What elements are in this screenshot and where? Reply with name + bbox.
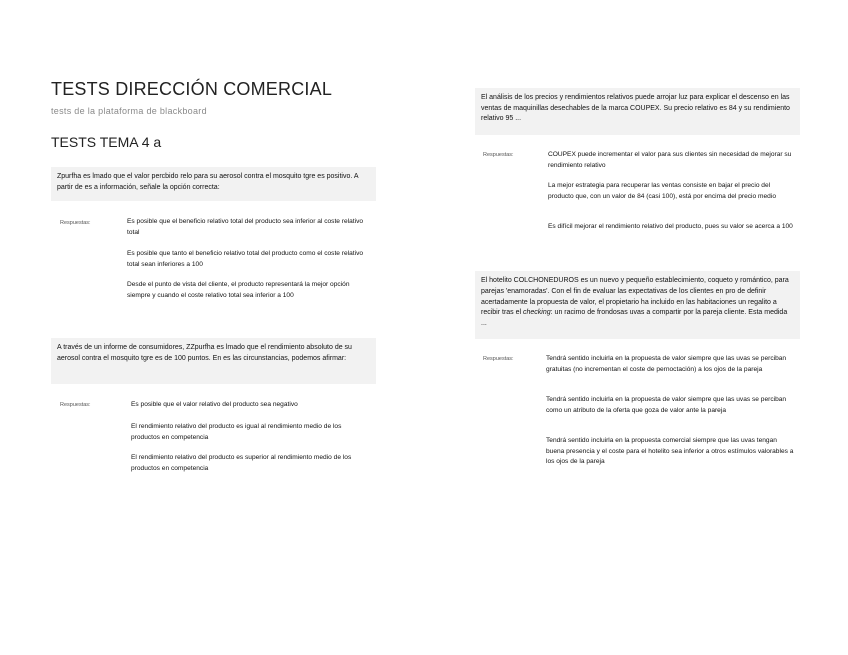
responses-label: Respuestas: (60, 402, 91, 408)
question-box (475, 88, 800, 135)
answer-option: COUPEX puede incrementar el valor para sus clientes sin necesidad de mejorar su rendimiento relativo (548, 151, 792, 169)
answer-option: Es posible que el beneficio relativo total del producto sea inferior al coste relativo total (127, 218, 364, 236)
question-prompt: Zpurfha es lmado que el valor percbido relo para su aerosol contra el mosquito tgre es positivo. A partir de es a información, señale la opción correcta: (57, 173, 359, 191)
responses-label: Respuestas: (483, 152, 514, 158)
answer-option: El rendimiento relativo del producto es igual al rendimiento medio de los productos en competencia (131, 423, 342, 441)
answer-option: Tendrá sentido incluirla en la propuesta de valor siempre que las uvas se perciban gratuitas (no incrementan el coste de pernoctación) a los ojos de la pareja (546, 355, 787, 373)
question-box (51, 338, 376, 384)
answer-option: Desde el punto de vista del cliente, el producto representará la mejor opción siempre y cuando el coste relativo total sea inferior a 100 (127, 281, 350, 299)
question-box (51, 167, 376, 201)
answer-option: Tendrá sentido incluirla en la propuesta de valor siempre que las uvas se perciban como un atributo de la oferta que goza de valor ante la pareja (546, 396, 787, 414)
answer-option: El rendimiento relativo del producto es superior al rendimiento medio de los productos en competencia (131, 454, 352, 472)
question-prompt-italic: checking (523, 309, 551, 317)
question-box (475, 271, 800, 339)
answer-option: Es posible que el valor relativo del producto sea negativo (131, 401, 298, 408)
responses-label: Respuestas: (60, 220, 91, 226)
answer-option: La mejor estrategia para recuperar las ventas consiste en bajar el precio del producto que, con un valor de 84 (casi 100), está por encima del precio medio (548, 182, 776, 200)
answer-option: Es difícil mejorar el rendimiento relativo del producto, pues su valor se acerca a 100 (548, 223, 793, 230)
question-prompt-end: : un racimo de frondosas uvas a compartir por la pareja cliente. Esta medida ... (481, 309, 788, 328)
responses-label: Respuestas: (483, 356, 514, 362)
question-prompt-start: El hotelito COLCHONEDUROS es un nuevo y pequeño establecimiento, coqueto y romántico, para parejas 'enamoradas'. Con el fin de evaluar las expectativas de los clientes en pro de definir acertadamente la propuesta de valor, el propietario ha incluido en las habitaciones un regalito a recibir tras el (481, 277, 789, 317)
answer-option: Es posible que tanto el beneficio relativo total del producto como el coste relativo total sean inferiores a 100 (127, 250, 364, 268)
answer-option: Tendrá sentido incluirla en la propuesta comercial siempre que las uvas tengan buena presencia y el coste para el hotelito sea inferior a otros estímulos valorables a los ojos de la pareja (546, 437, 794, 465)
section-heading: TESTS TEMA 4 a (51, 134, 162, 150)
page-subtitle: tests de la plataforma de blackboard (51, 106, 207, 116)
question-prompt: A través de un informe de consumidores, ZZpurfha es lmado que el rendimiento absoluto de su aerosol contra el mosquito tgre es de 100 puntos. En es las circunstancias, podemos afirmar: (57, 344, 352, 362)
question-prompt: El análisis de los precios y rendimientos relativos puede arrojar luz para explicar el descenso en las ventas de maquinillas desechables de la marca COUPEX. Su precio relativo es 84 y su rendimiento relativo 95 ... (481, 94, 790, 122)
page-title: TESTS DIRECCIÓN COMERCIAL (51, 79, 333, 99)
